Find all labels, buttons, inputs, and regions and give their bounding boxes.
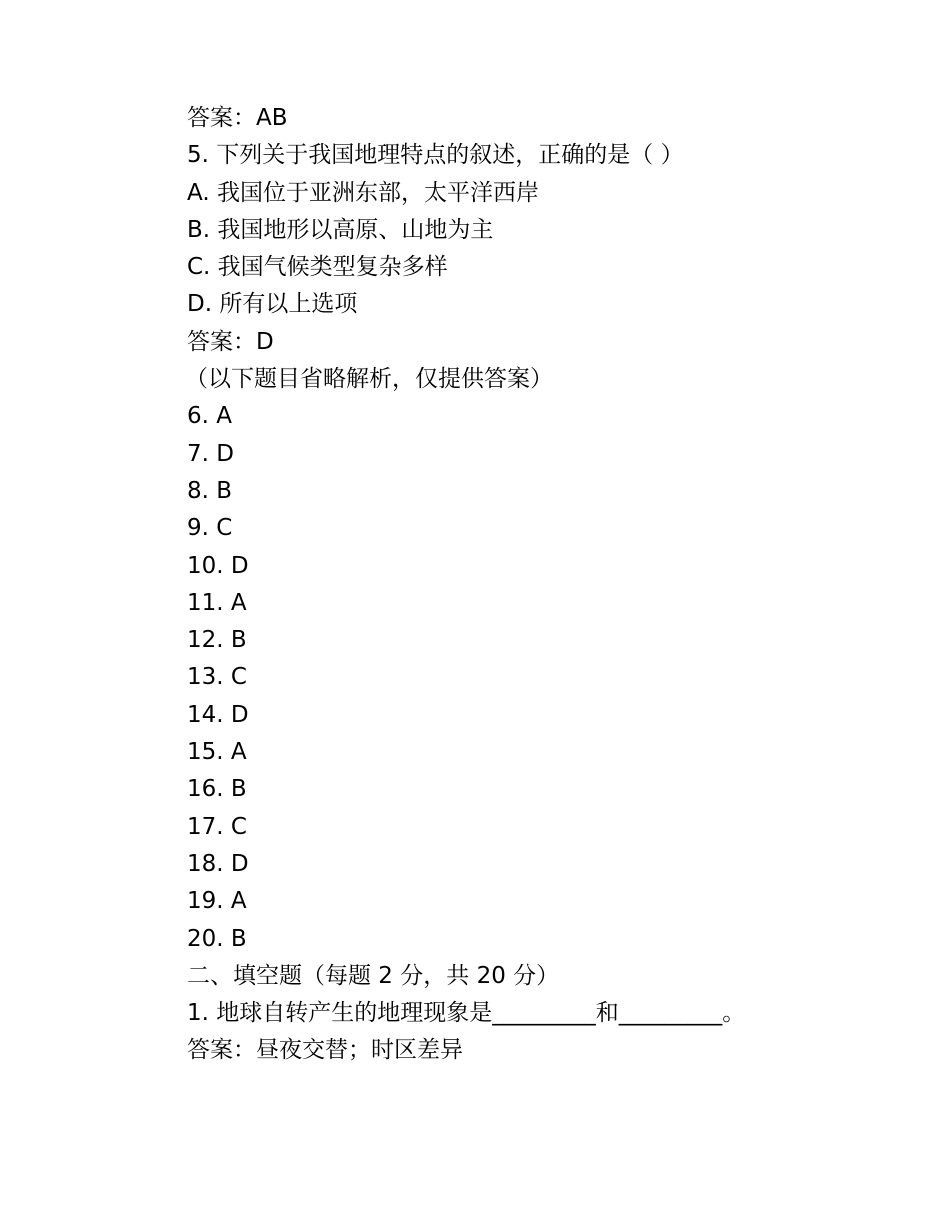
answer-item: 19. A bbox=[187, 888, 247, 915]
answer-item: 7. D bbox=[187, 440, 234, 467]
answer-item: 20. B bbox=[187, 925, 247, 952]
answer-item: 18. D bbox=[187, 850, 249, 877]
fill-blank-question: 1. 地球自转产生的地理现象是_________和_________。 bbox=[187, 1000, 746, 1027]
answer-item: 13. C bbox=[187, 664, 247, 691]
answer-line: 答案：D bbox=[187, 328, 274, 355]
answer-item: 9. C bbox=[187, 515, 233, 542]
question-5-text: 5. 下列关于我国地理特点的叙述，正确的是（ ） bbox=[187, 142, 684, 169]
document-body bbox=[187, 100, 887, 1070]
option-b: B. 我国地形以高原、山地为主 bbox=[187, 216, 494, 243]
answer-line: 答案：昼夜交替；时区差异 bbox=[187, 1037, 463, 1064]
answer-item: 10. D bbox=[187, 552, 249, 579]
answer-item: 14. D bbox=[187, 701, 249, 728]
note-line: （以下题目省略解析，仅提供答案） bbox=[185, 366, 553, 393]
option-a: A. 我国位于亚洲东部，太平洋西岸 bbox=[187, 179, 539, 206]
answer-item: 15. A bbox=[187, 739, 247, 766]
answer-item: 17. C bbox=[187, 813, 247, 840]
answer-line: 答案：AB bbox=[187, 105, 288, 131]
answer-item: 11. A bbox=[187, 589, 247, 616]
answer-item: 6. A bbox=[187, 403, 232, 430]
section-heading: 二、填空题（每题 2 分，共 20 分） bbox=[187, 962, 560, 989]
option-c: C. 我国气候类型复杂多样 bbox=[187, 254, 448, 281]
answer-item: 12. B bbox=[187, 627, 247, 654]
answer-item: 8. B bbox=[187, 477, 233, 504]
answer-item: 16. B bbox=[187, 776, 247, 803]
option-d: D. 所有以上选项 bbox=[187, 291, 358, 318]
